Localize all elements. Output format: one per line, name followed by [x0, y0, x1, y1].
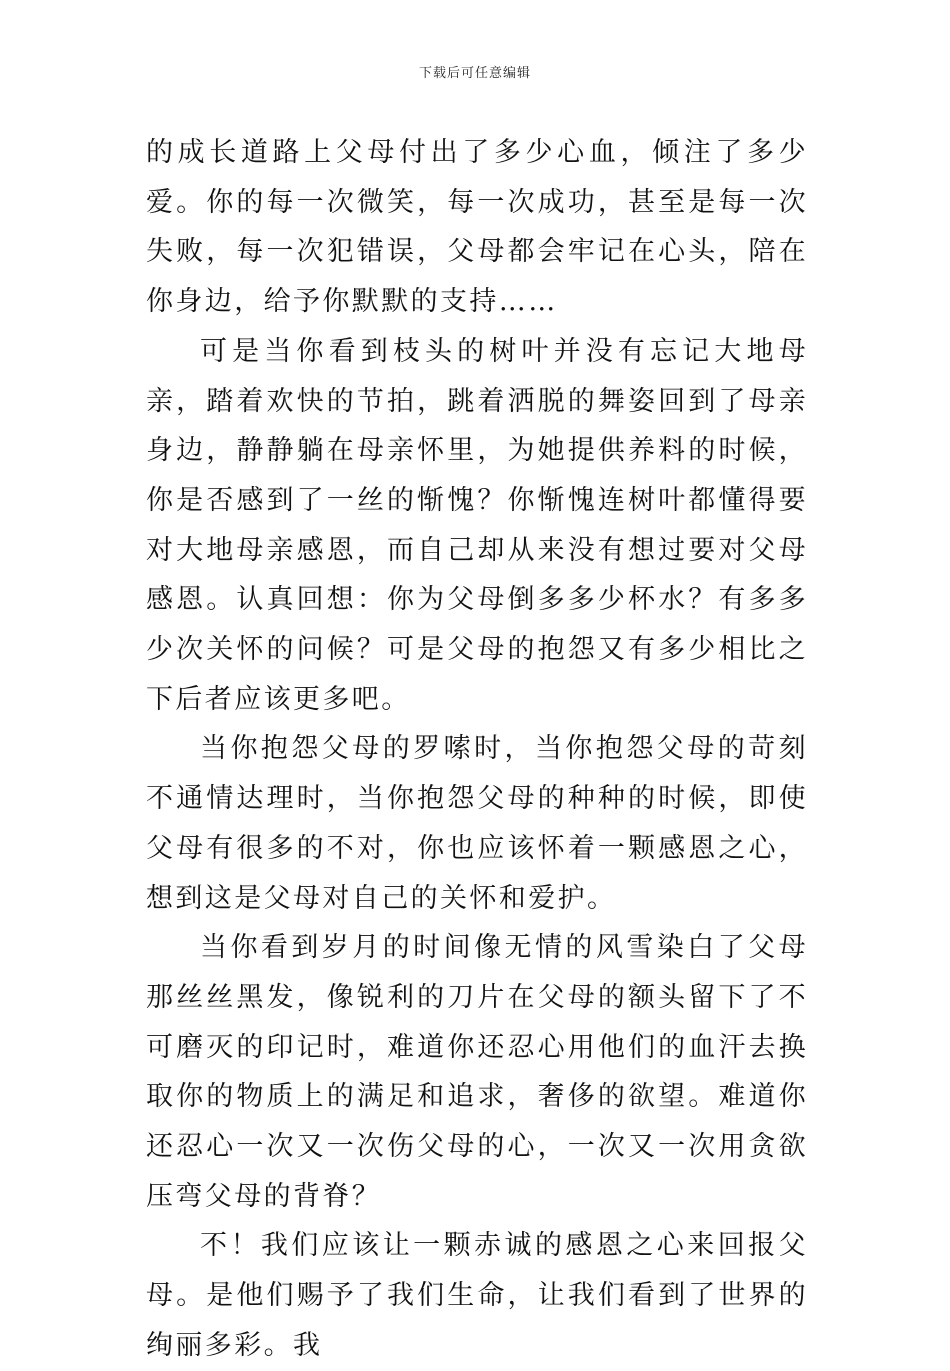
paragraph-time: 当你看到岁月的时间像无情的风雪染白了父母那丝丝黑发，像锐利的刀片在父母的额头留下了不可磨灭的印记时，难道你还忍心用他们的血汗去换取你的物质上的满足和追求，奢侈的欲望。难道你还忍心一次又一次伤父母的心，一次又一次用贪欲压弯父母的背脊？ — [146, 932, 808, 1212]
document-body — [146, 128, 808, 1371]
paragraph-continued: 的成长道路上父母付出了多少心血，倾注了多少爱。你的每一次微笑，每一次成功，甚至是每一次失败，每一次犯错误，父母都会牢记在心头，陪在你身边，给予你默默的支持…… — [146, 137, 808, 318]
paragraph-complaints: 当你抱怨父母的罗嗦时，当你抱怨父母的苛刻不通情达理时，当你抱怨父母的种种的时候，即使父母有很多的不对，你也应该怀着一颗感恩之心，想到这是父母对自己的关怀和爱护。 — [146, 733, 808, 914]
page-header: 下载后可任意编辑 — [418, 66, 531, 81]
paragraph-gratitude: 不！我们应该让一颗赤诚的感恩之心来回报父母。是他们赐予了我们生命，让我们看到了世界的绚丽多彩。我 — [146, 1230, 808, 1361]
paragraph-leaves: 可是当你看到枝头的树叶并没有忘记大地母亲，踏着欢快的节拍，跳着洒脱的舞姿回到了母亲身边，静静躺在母亲怀里，为她提供养料的时候，你是否感到了一丝的惭愧？你惭愧连树叶都懂得要对大地母亲感恩，而自己却从来没有想过要对父母感恩。认真回想：你为父母倒多多少杯水？有多多少次关怀的问候？可是父母的抱怨又有多少相比之下后者应该更多吧。 — [146, 335, 808, 715]
